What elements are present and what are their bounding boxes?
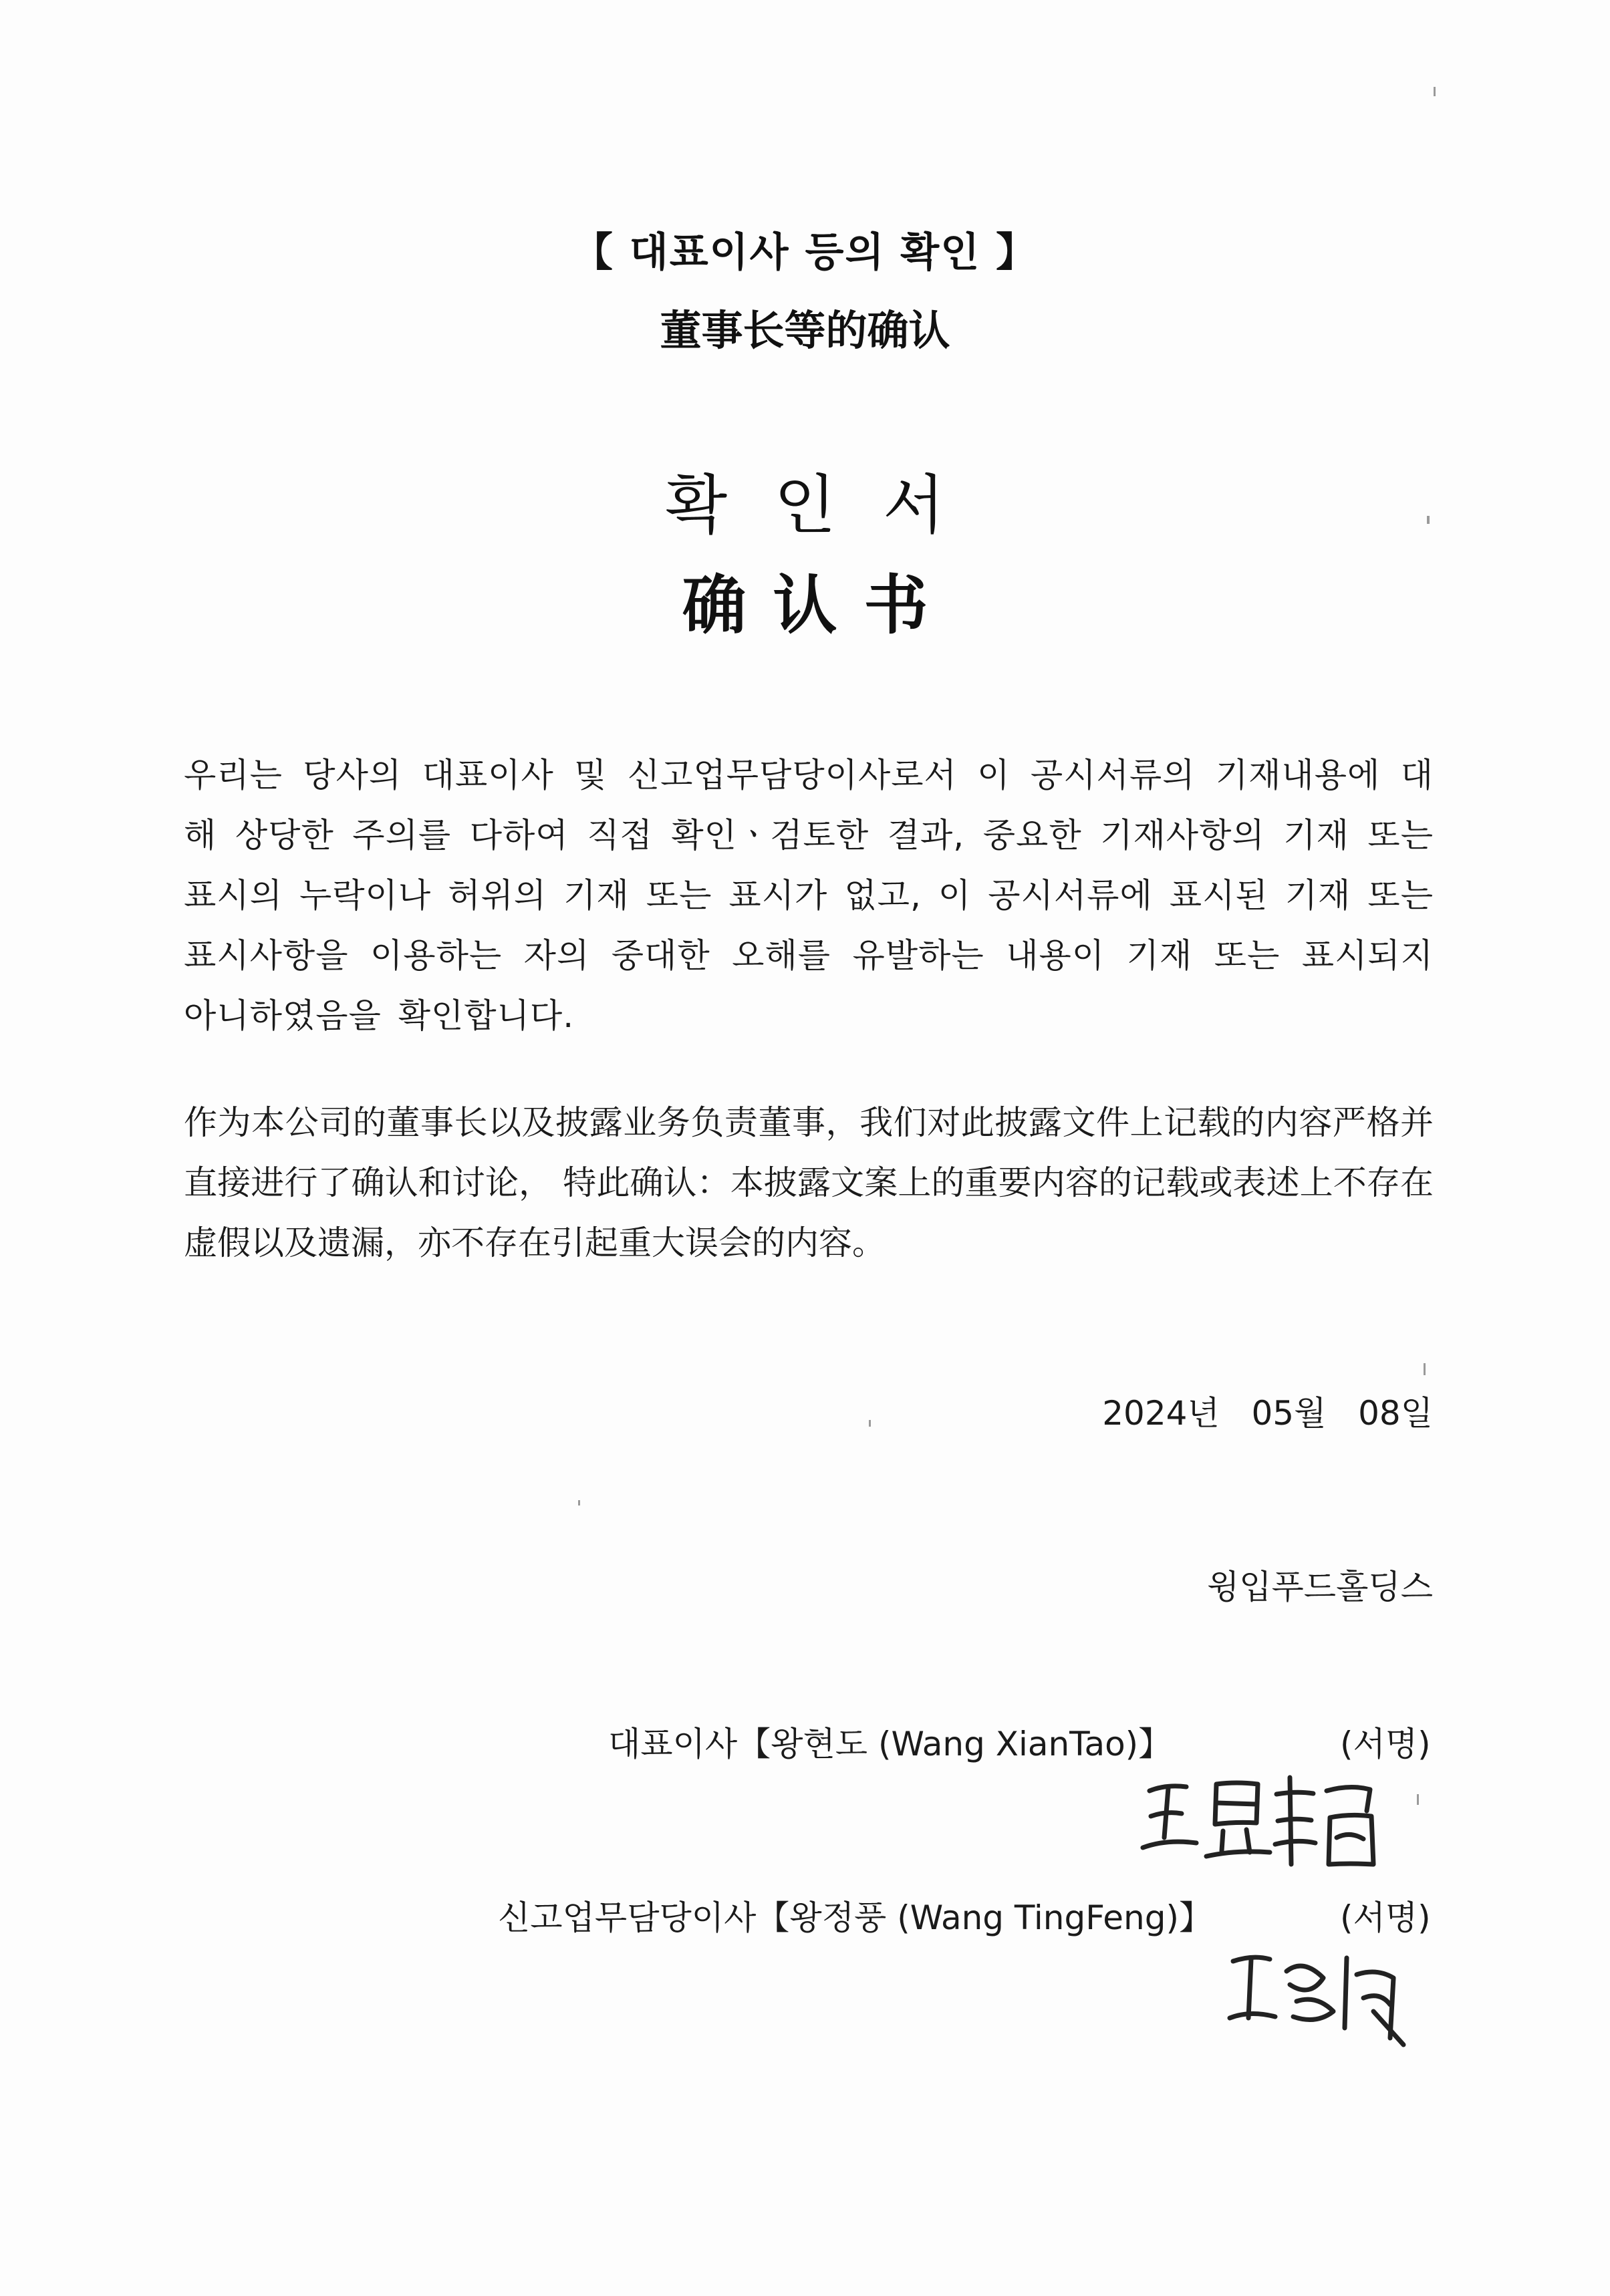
title-korean: 확인서: [665, 468, 992, 543]
scan-speck: [1424, 1363, 1426, 1375]
disclosure-director-handwritten-signature: [1223, 1938, 1424, 2051]
scan-speck: [1417, 1794, 1419, 1805]
ceo-signature-mark: (서명): [1340, 1725, 1431, 1763]
ceo-signatory-line: 대표이사【왕현도 (Wang XianTao)】: [608, 1725, 1172, 1763]
scan-speck: [578, 1500, 580, 1505]
title-chinese: 确认书: [682, 568, 955, 643]
heading-chinese: 董事长等的确认: [660, 306, 950, 355]
disclosure-director-signatory-line: 신고업무담당이사【왕정풍 (Wang TingFeng)】: [498, 1898, 1212, 1937]
scan-speck: [1434, 87, 1436, 96]
disclosure-director-signature-mark: (서명): [1340, 1898, 1431, 1937]
heading-korean: 【 대표이사 등의 확인 】: [572, 229, 1038, 276]
document-date: 2024년 05월 08일: [1102, 1394, 1433, 1433]
scan-speck: [869, 1420, 871, 1427]
scan-speck: [1427, 516, 1430, 524]
body-paragraph-korean: 우리는 당사의 대표이사 및 신고업무담당이사로서 이 공시서류의 기재내용에 대해 상당한 주의를 다하여 직접 확인ㆍ검토한 결과, 중요한 기재사항의 기재 또는 표시의 누락이나 허위의 기재 또는 표시가 없고, 이 공시서류에 표시된 기재 또는 표시사항을 이용하는 자의 중대한 오해를 유발하는 내용이 기재 또는 표시되지 아니하였음을 확인합니다.: [184, 756, 1434, 1035]
body-paragraph-chinese: 作为本公司的董事长以及披露业务负责董事，我们对此披露文件上记载的内容严格并直接进行了确认和讨论， 特此确认：本披露文案上的重要内容的记载或表述上不存在虚假以及遗漏，亦不存在引起重大误会的内容。: [184, 1103, 1434, 1262]
company-name: 윙입푸드홀딩스: [1206, 1568, 1433, 1606]
ceo-handwritten-signature: [1136, 1764, 1390, 1878]
